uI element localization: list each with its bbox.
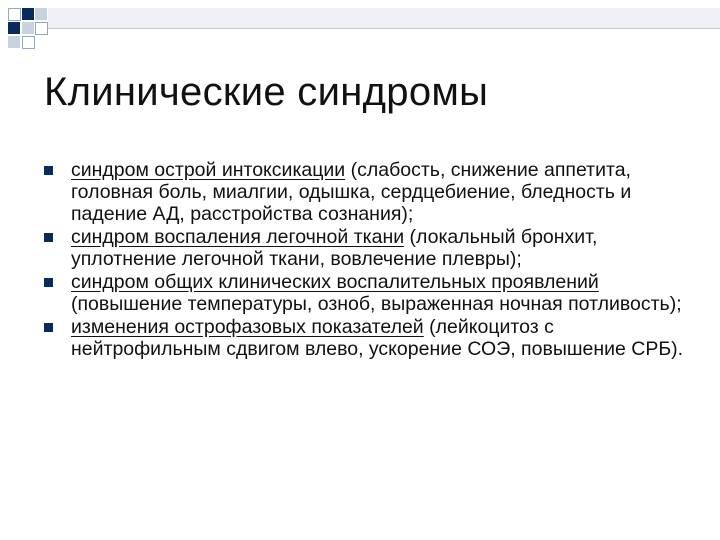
deco-square — [22, 8, 34, 20]
square-bullet-icon — [44, 323, 53, 332]
bullet-detail: (повышение температуры, озноб, выраженная ночная потливость); — [71, 293, 682, 315]
list-item — [44, 316, 684, 360]
deco-square — [22, 36, 35, 49]
list-item — [44, 226, 684, 270]
square-bullet-icon — [44, 233, 53, 242]
header-bar — [48, 8, 720, 28]
square-bullet-icon — [44, 166, 53, 175]
bullet-term: синдром общих клинических воспалительных проявлений — [71, 271, 599, 293]
bullet-list — [44, 159, 684, 360]
deco-square — [35, 8, 47, 20]
list-item — [44, 159, 684, 225]
bullet-detail: (слабость, снижение аппетита, головная боль, миалгии, одышка, сердцебиение, бледность и падение АД, расстройства сознания); — [71, 159, 632, 225]
bullet-term: изменения острофазовых показателей — [71, 316, 424, 338]
bullet-detail: (лейкоцитоз с нейтрофильным сдвигом влево, ускорение СОЭ, повышение СРБ). — [71, 316, 684, 360]
deco-square — [35, 22, 48, 35]
list-item — [44, 271, 684, 315]
square-bullet-icon — [44, 278, 53, 287]
bullet-term: синдром воспаления легочной ткани — [71, 226, 405, 248]
header-divider — [48, 28, 720, 29]
bullet-detail: (локальный бронхит, уплотнение легочной ткани, вовлечение плевры); — [71, 226, 598, 270]
bullet-term: синдром острой интоксикации — [71, 159, 346, 181]
slide-title: Клинические синдромы — [44, 70, 489, 114]
deco-square — [8, 36, 20, 48]
deco-square — [22, 22, 34, 34]
deco-square — [8, 8, 21, 21]
deco-square — [8, 22, 20, 34]
